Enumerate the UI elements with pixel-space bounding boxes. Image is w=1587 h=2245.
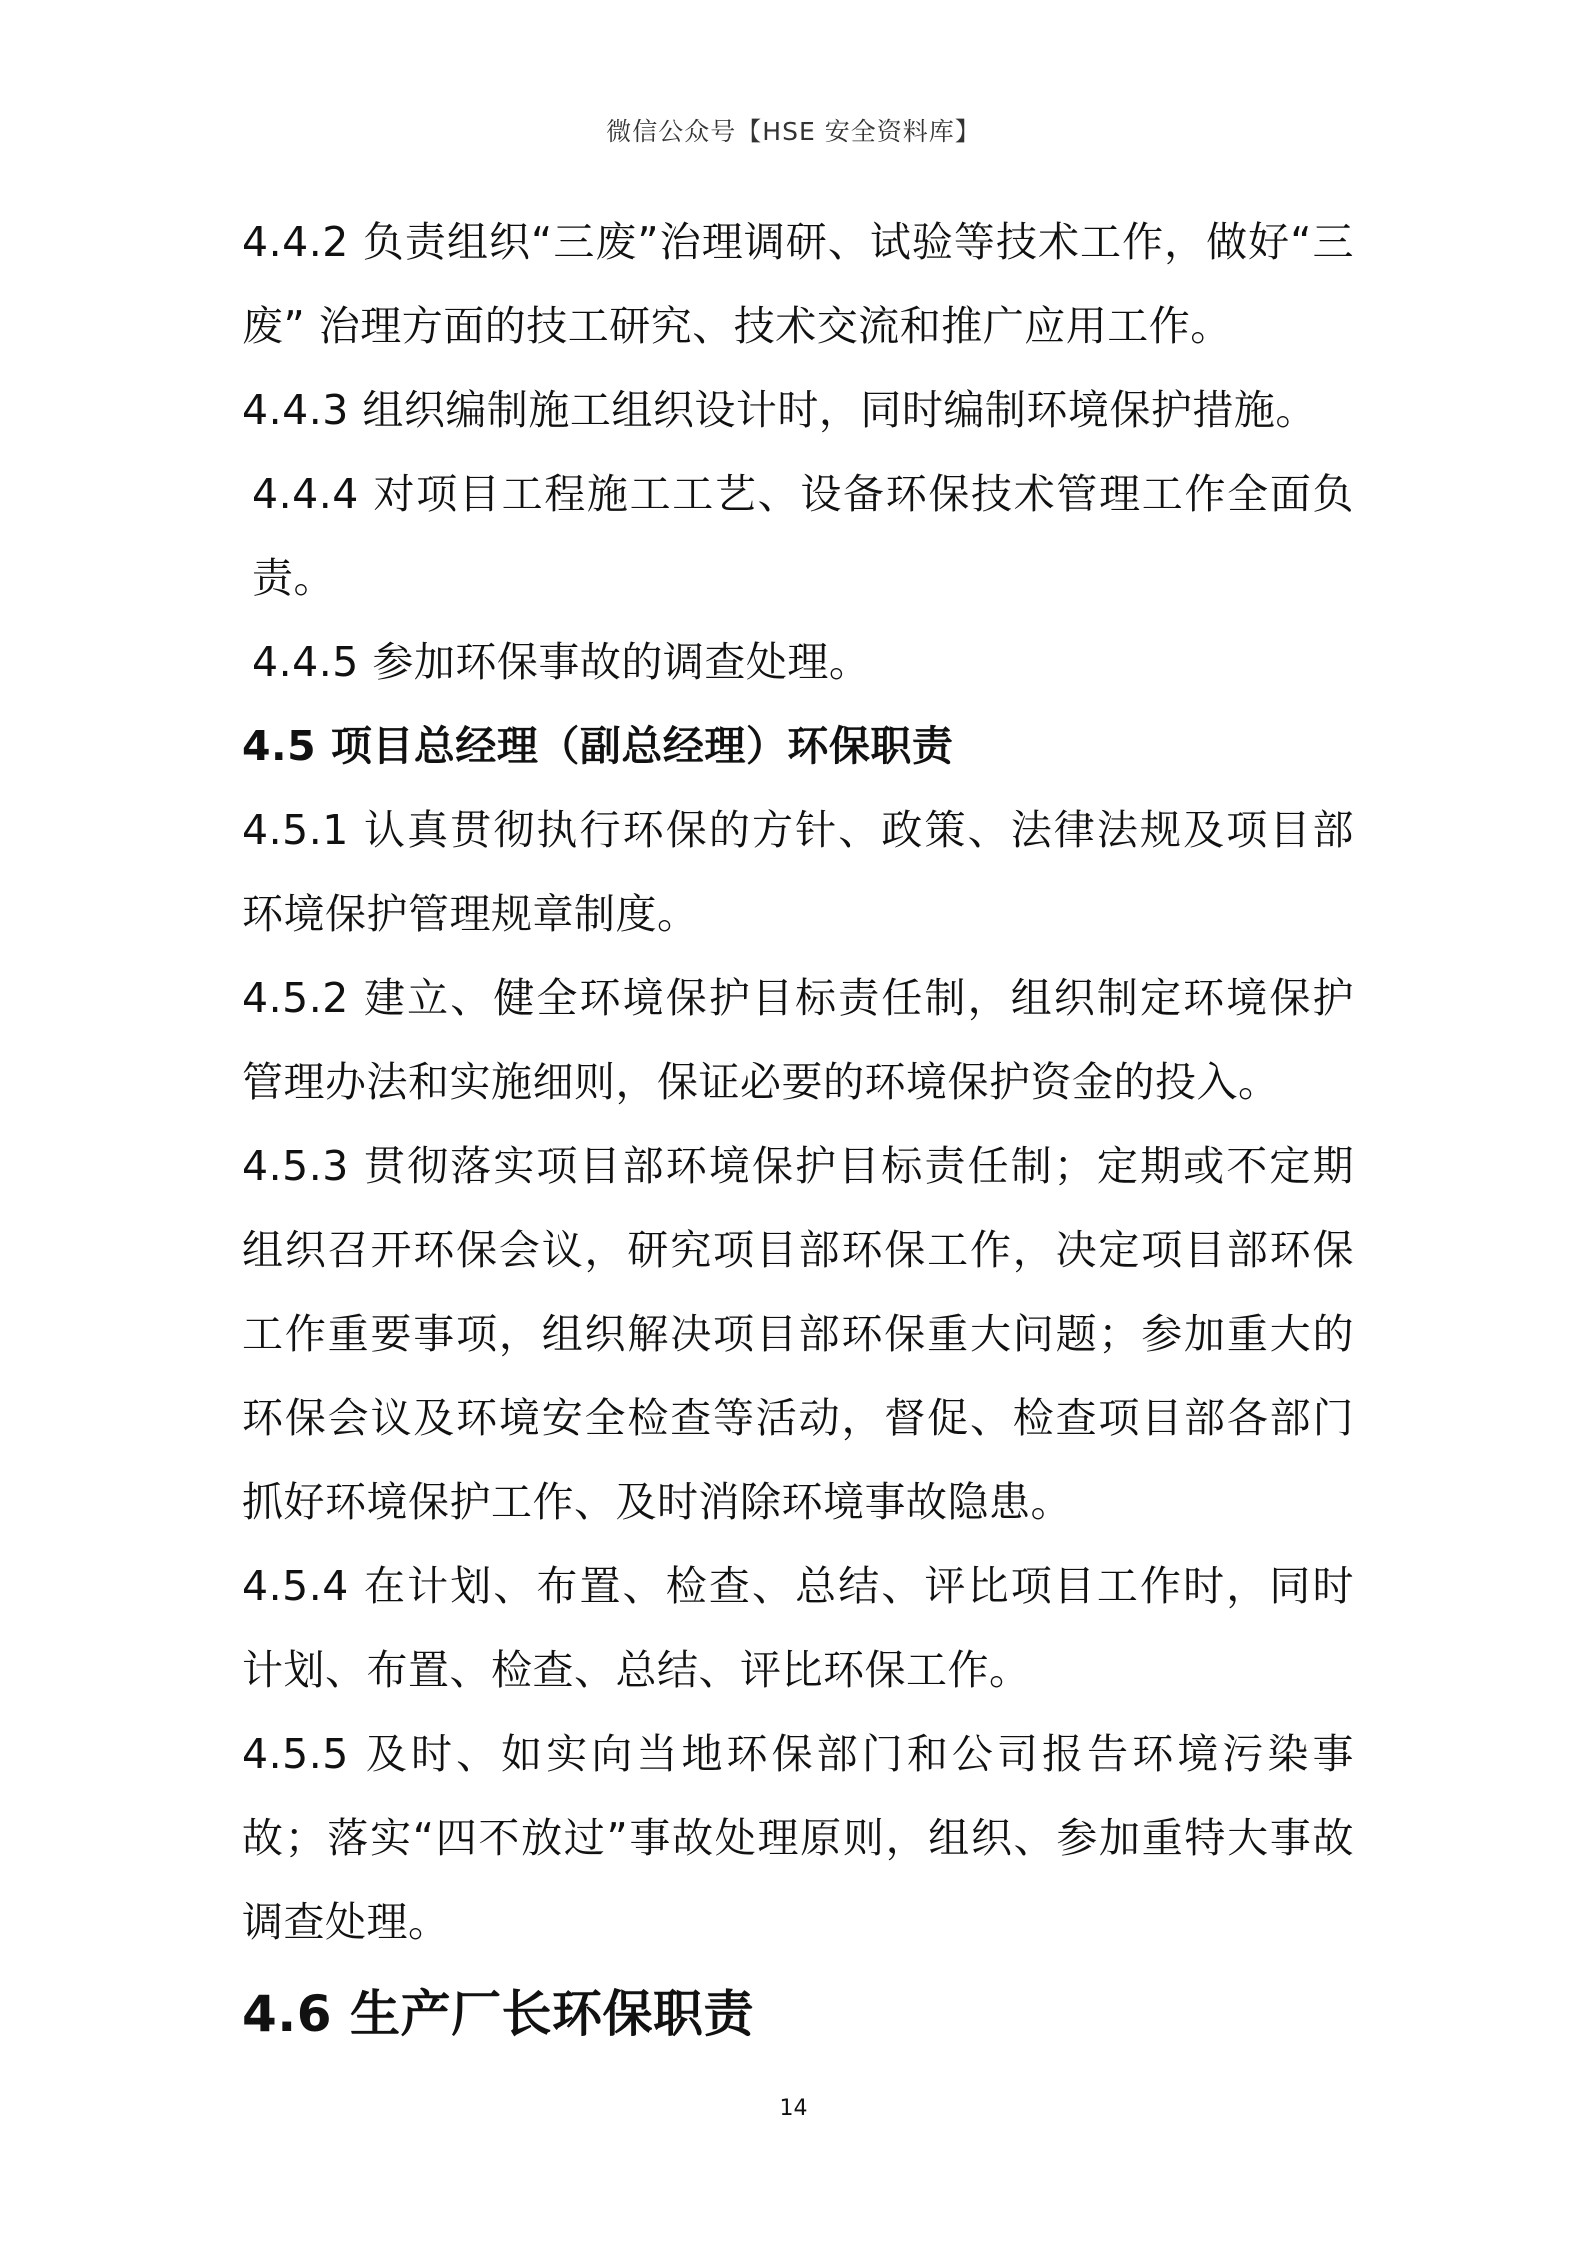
page-header: 微信公众号【HSE 安全资料库】: [606, 117, 981, 146]
paragraph-4-5-1: 4.5.1 认真贯彻执行环保的方针、政策、法律法规及项目部环境保护管理规章制度。: [242, 806, 1354, 938]
paragraph-4-5-2: 4.5.2 建立、健全环境保护目标责任制，组织制定环境保护管理办法和实施细则，保证必要的环境保护资金的投入。: [242, 974, 1354, 1106]
paragraph-4-4-5: 4.4.5 参加环保事故的调查处理。: [252, 638, 871, 686]
section-heading-4-5: 4.5 项目总经理（副总经理）环保职责: [242, 722, 954, 770]
document-body: [242, 200, 1354, 2064]
paragraph-4-4-2: 4.4.2 负责组织“三废”治理调研、试验等技术工作，做好“三废” 治理方面的技工研究、技术交流和推广应用工作。: [242, 218, 1354, 350]
paragraph-4-5-3: 4.5.3 贯彻落实项目部环境保护目标责任制；定期或不定期组织召开环保会议，研究项目部环保工作，决定项目部环保工作重要事项，组织解决项目部环保重大问题；参加重大的环保会议及环境安全检查等活动，督促、检查项目部各部门抓好环境保护工作、及时消除环境事故隐患。: [242, 1142, 1354, 1526]
paragraph-4-5-4: 4.5.4 在计划、布置、检查、总结、评比项目工作时，同时计划、布置、检查、总结、评比环保工作。: [242, 1562, 1354, 1694]
page-number: 14: [779, 2096, 808, 2121]
paragraph-4-5-5: 4.5.5 及时、如实向当地环保部门和公司报告环境污染事故；落实“四不放过”事故处理原则，组织、参加重特大事故调查处理。: [242, 1730, 1354, 1946]
section-heading-4-6: 4.6 生产厂长环保职责: [242, 1985, 754, 2043]
paragraph-4-4-4: 4.4.4 对项目工程施工工艺、设备环保技术管理工作全面负责。: [252, 470, 1354, 602]
paragraph-4-4-3: 4.4.3 组织编制施工组织设计时，同时编制环境保护措施。: [242, 386, 1317, 434]
